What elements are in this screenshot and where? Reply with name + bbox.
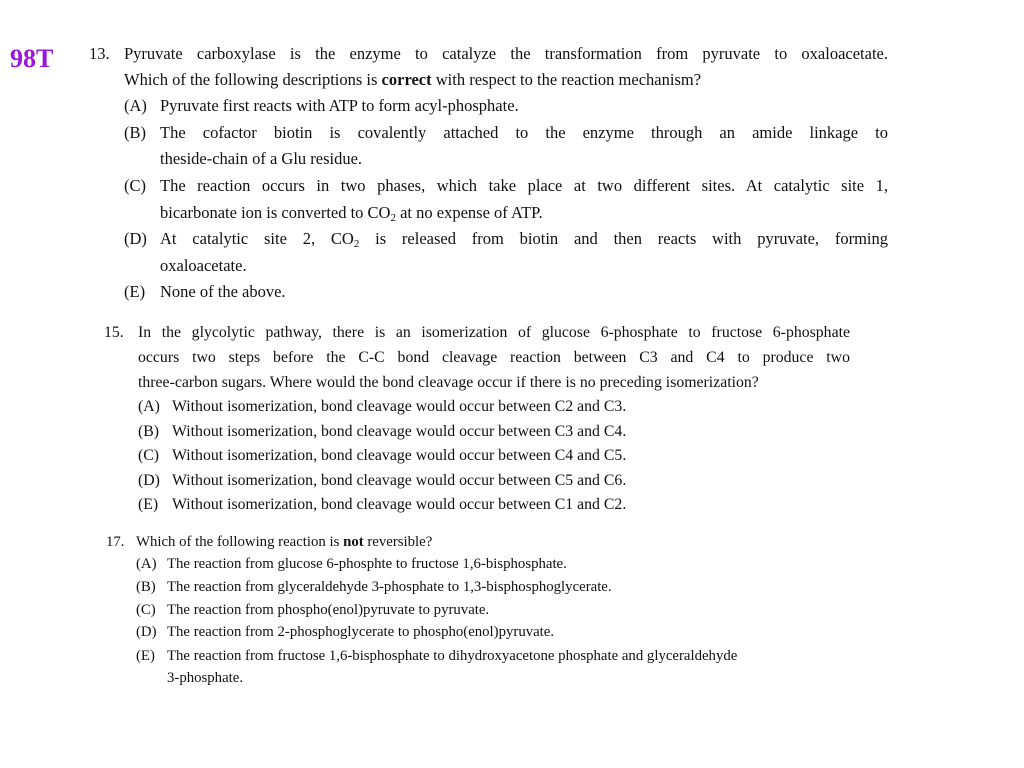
option-label: (E) <box>136 648 155 664</box>
question-stem-line: occurs two steps before the C-C bond cleavage reaction between C3 and C4 to produce two <box>138 349 850 366</box>
option-text: Without isomerization, bond cleavage would occur between C4 and C5. <box>172 447 627 464</box>
option-text: Without isomerization, bond cleavage would occur between C2 and C3. <box>172 398 627 415</box>
question-stem-line: In the glycolytic pathway, there is an isomerization of glucose 6-phosphate to fructose 6-phosphate <box>138 324 850 341</box>
question-number: 17. <box>106 534 125 550</box>
option-text: The reaction from glyceraldehyde 3-phosphate to 1,3-bisphosphoglycerate. <box>167 579 612 595</box>
option-text: The reaction from glucose 6-phosphte to fructose 1,6-bisphosphate. <box>167 556 567 572</box>
option-text: 3-phosphate. <box>167 670 244 686</box>
option-text: At catalytic site 2, $CO_2$ is released from biotin and then reacts with pyruvate, forming <box>160 229 889 250</box>
option-text: theside-chain of a Glu residue. <box>160 149 363 168</box>
option-text: The reaction from fructose 1,6-bisphosphate to dihydroxyacetone phosphate and glyceraldehyde <box>167 648 738 664</box>
option-label: (C) <box>136 602 156 618</box>
option-label: (B) <box>136 579 156 595</box>
question-number: 13. <box>89 44 110 63</box>
option-text: oxaloacetate. <box>160 256 247 275</box>
question-number: 15. <box>104 324 124 341</box>
option-text: Without isomerization, bond cleavage would occur between C1 and C2. <box>172 496 627 513</box>
option-text: Without isomerization, bond cleavage would occur between C5 and C6. <box>172 472 627 489</box>
option-label: (E) <box>138 496 159 513</box>
option-text: bicarbonate ion is converted to $CO_2$ at no expense of ATP. <box>160 203 543 224</box>
option-text: Without isomerization, bond cleavage would occur between C3 and C4. <box>172 423 627 440</box>
question-stem-line: Which of the following descriptions is correct with respect to the reaction mechanism? <box>124 70 702 89</box>
option-label: (A) <box>138 398 160 415</box>
option-label: (A) <box>136 556 157 572</box>
option-label: (E) <box>124 282 146 301</box>
option-label: (B) <box>138 423 160 440</box>
option-label: (A) <box>124 96 147 115</box>
question-stem-line: Pyruvate carboxylase is the enzyme to catalyze the transformation from pyruvate to oxaloacetate. <box>124 44 888 63</box>
option-text: Pyruvate first reacts with ATP to form acyl-phosphate. <box>160 96 519 115</box>
option-text: The cofactor biotin is covalently attached to the enzyme through an amide linkage to <box>160 123 888 142</box>
option-text: None of the above. <box>160 282 286 301</box>
option-text: The reaction from phospho(enol)pyruvate to pyruvate. <box>167 602 490 618</box>
question-stem-line: three-carbon sugars. Where would the bond cleavage occur if there is no preceding isomerization? <box>138 374 759 391</box>
option-label: (C) <box>124 176 146 195</box>
question-stem-line: Which of the following reaction is not reversible? <box>136 534 433 550</box>
option-label: (D) <box>138 472 160 489</box>
slide-tag: 98T <box>10 44 54 73</box>
option-label: (D) <box>124 229 147 248</box>
option-label: (B) <box>124 123 146 142</box>
option-label: (D) <box>136 624 157 640</box>
option-text: The reaction from 2-phosphoglycerate to phospho(enol)pyruvate. <box>167 624 555 640</box>
option-text: The reaction occurs in two phases, which take place at two different sites. At catalytic site 1, <box>160 176 888 195</box>
option-label: (C) <box>138 447 160 464</box>
